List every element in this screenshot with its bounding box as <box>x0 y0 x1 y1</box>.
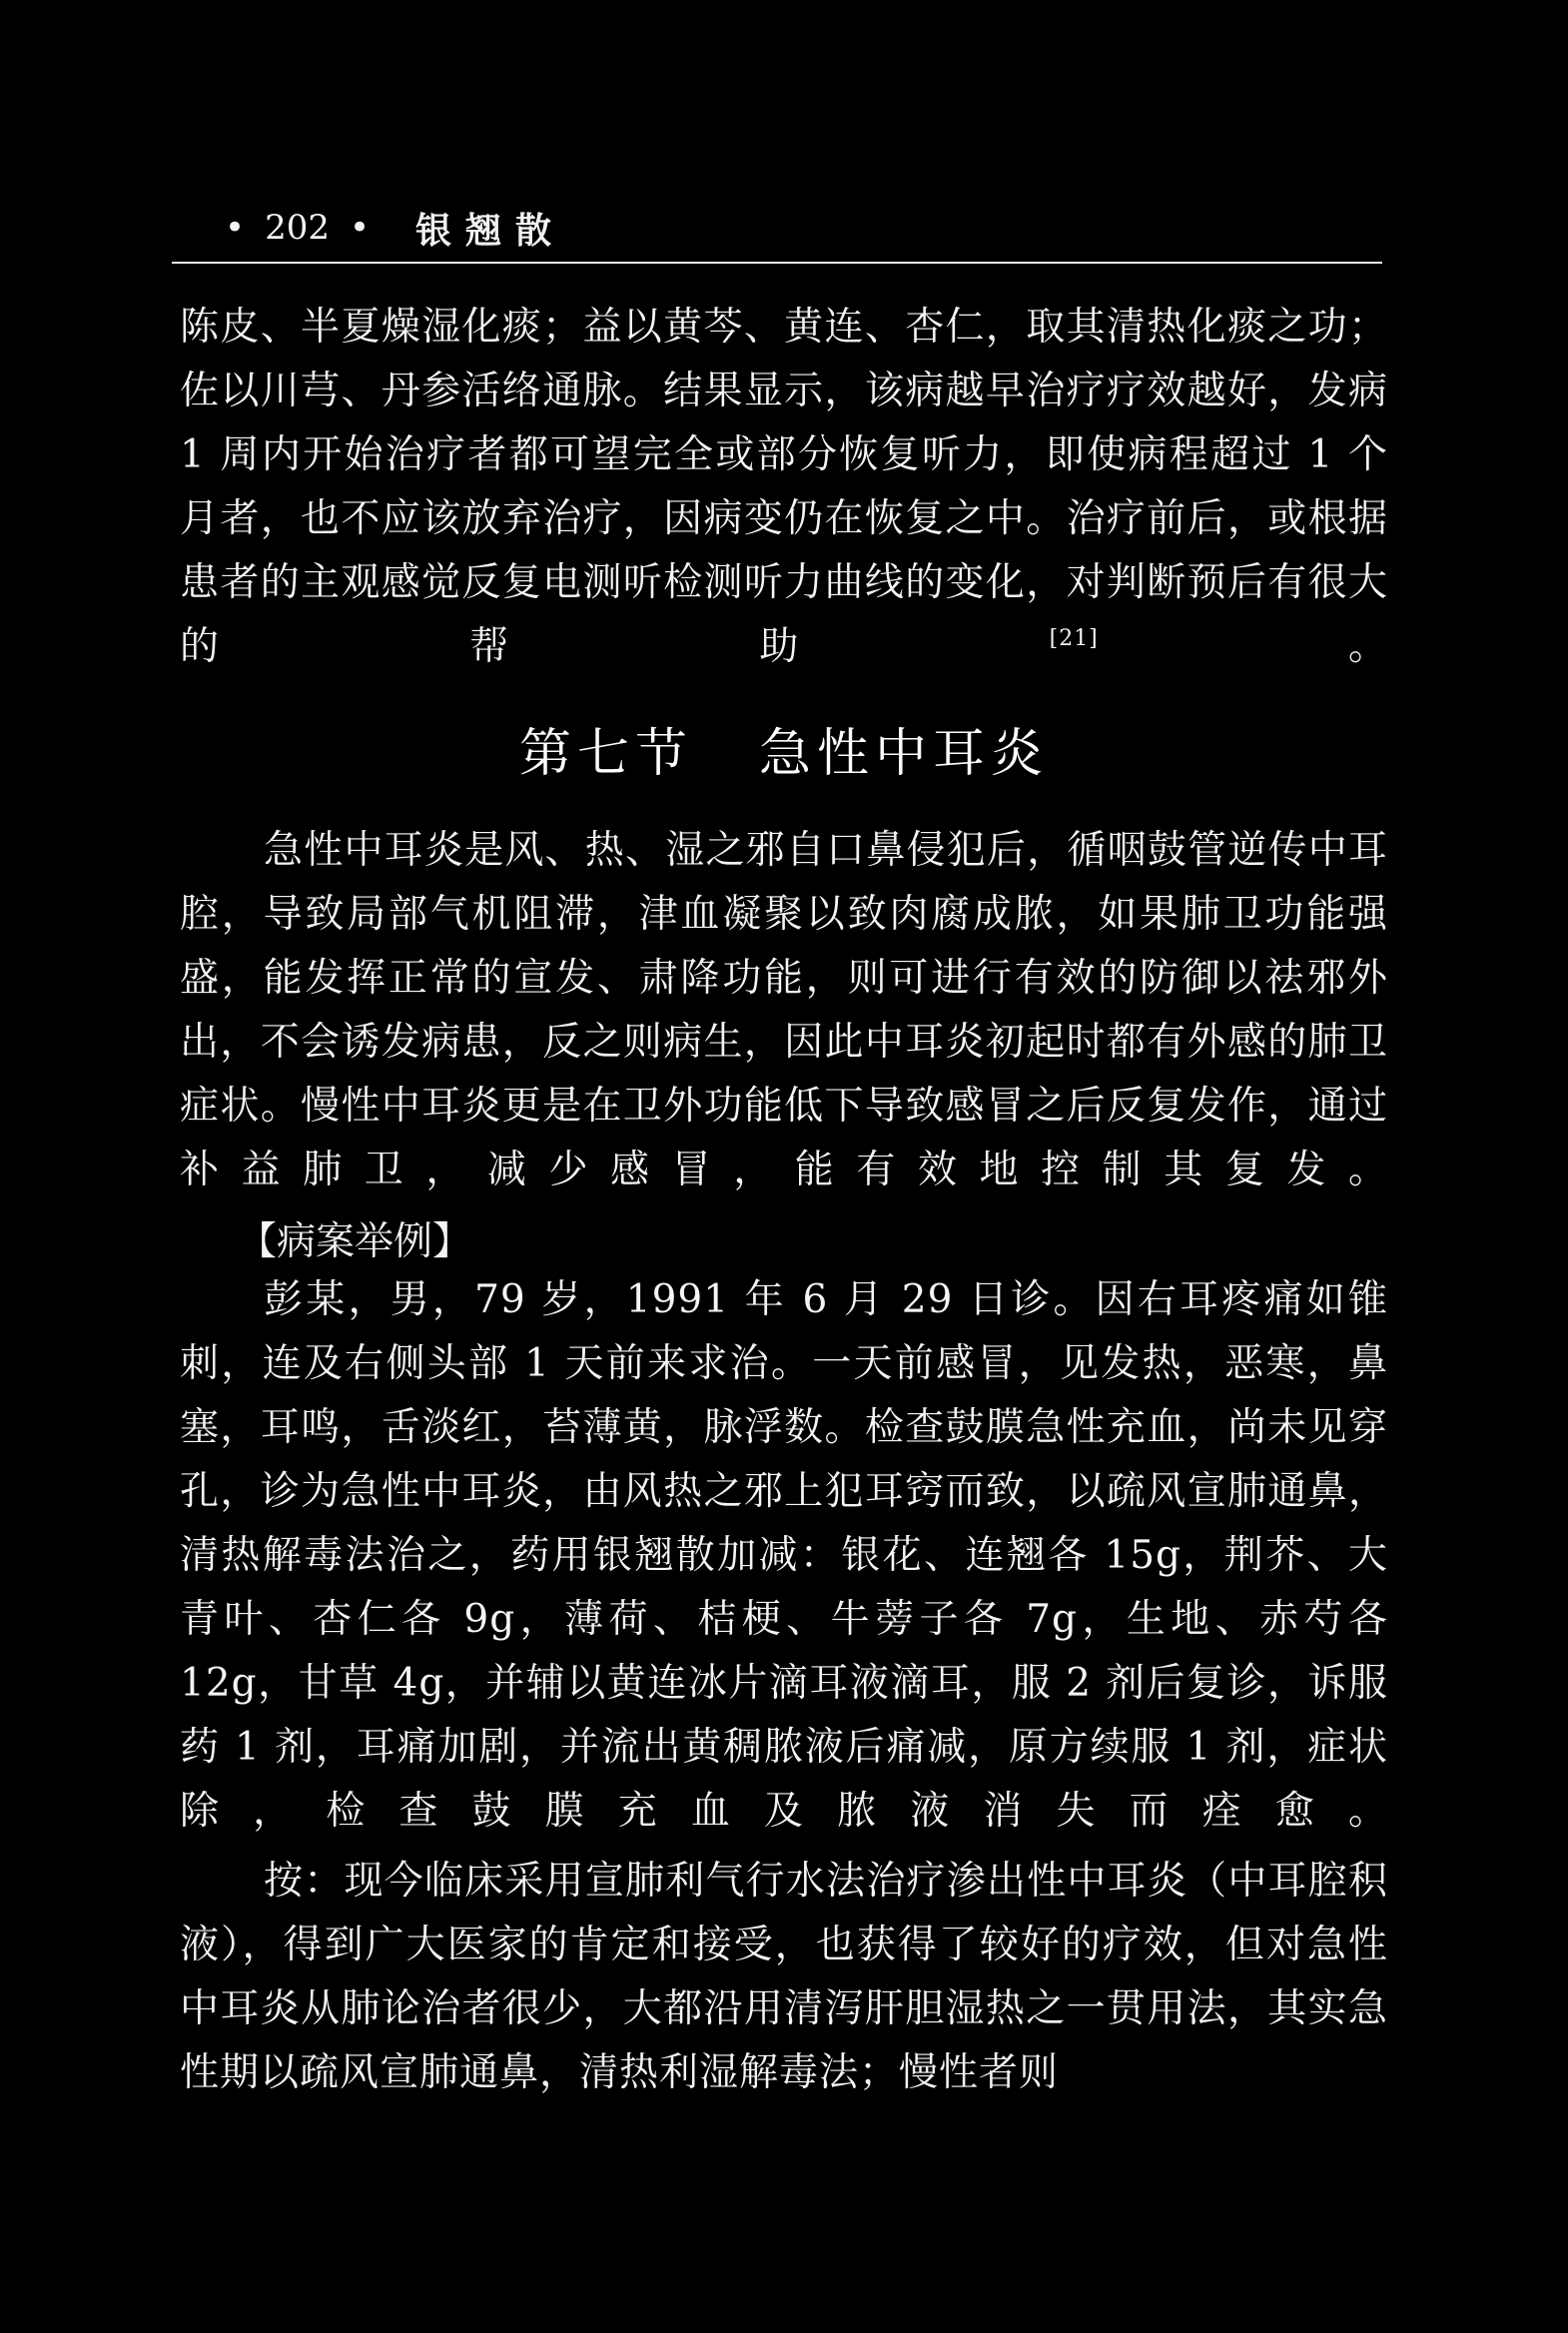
page-number: 202 <box>265 208 330 248</box>
citation-reference: [21] <box>1049 626 1099 651</box>
top-paragraph <box>180 296 1388 679</box>
book-title: 银翘散 <box>415 209 566 252</box>
section-title <box>0 711 1568 786</box>
header-bullet-left: • <box>225 208 246 248</box>
running-header <box>205 200 565 256</box>
top-paragraph-text: 陈皮、半夏燥湿化痰；益以黄芩、黄连、杏仁，取其清热化痰之功；佐以川芎、丹参活络通脉。结果显示，该病越早治疗疗效越好，发病 1 周内开始治疗者都可望完全或部分恢复听力，即使病程超过 1 个月者，也不应该放弃治疗，因病变仍在恢复之中。治疗前后，或根据患者的主观感觉反复电测听检测听力曲线的变化，对判断预后有很大的帮助 <box>180 305 1388 669</box>
section-number: 第七节 <box>518 724 693 784</box>
section-name: 急性中耳炎 <box>759 724 1050 784</box>
top-paragraph-end: 。 <box>1098 624 1388 669</box>
intro-paragraph: 急性中耳炎是风、热、湿之邪自口鼻侵犯后，循咽鼓管逆传中耳腔，导致局部气机阻滞，津血凝聚以致肉腐成脓，如果肺卫功能强盛，能发挥正常的宣发、肃降功能，则可进行有效的防御以祛邪外出，不会诱发病患，反之则病生，因此中耳炎初起时都有外感的肺卫症状。慢性中耳炎更是在卫外功能低下导致感冒之后反复发作，通过补益肺卫，减少感冒，能有效地控制其复发。 <box>180 828 1388 1192</box>
note-paragraph: 按：现今临床采用宣肺利气行水法治疗渗出性中耳炎（中耳腔积液），得到广大医家的肯定和接受，也获得了较好的疗效，但对急性中耳炎从肺论治者很少，大都沿用清泻肝胆湿热之一贯用法，其实急性期以疏风宣肺通鼻，清热利湿解毒法；慢性者则 <box>180 1859 1388 2095</box>
header-bullet-right: • <box>349 208 371 248</box>
header-rule <box>172 262 1382 264</box>
case-heading: 【病案举例】 <box>238 1219 472 1264</box>
case-paragraph: 彭某，男，79 岁，1991 年 6 月 29 日诊。因右耳疼痛如锥刺，连及右侧头部 1 天前来求治。一天前感冒，见发热，恶寒，鼻塞，耳鸣，舌淡红，苔薄黄，脉浮数。检查鼓膜急性充血，尚未见穿孔，诊为急性中耳炎，由风热之邪上犯耳窍而致，以疏风宣肺通鼻，清热解毒法治之，药用银翘散加减：银花、连翘各 15g，荆芥、大青叶、杏仁各 9g，薄荷、桔梗、牛蒡子各 7g，生地、赤芍各 12g，甘草 4g，并辅以黄连冰片滴耳液滴耳，服 2 剂后复诊，诉服药 1 剂，耳痛加剧，并流出黄稠脓液后痛减，原方续服 1 剂，症状除，检查鼓膜充血及脓液消失而痊愈。 <box>180 1277 1388 1834</box>
